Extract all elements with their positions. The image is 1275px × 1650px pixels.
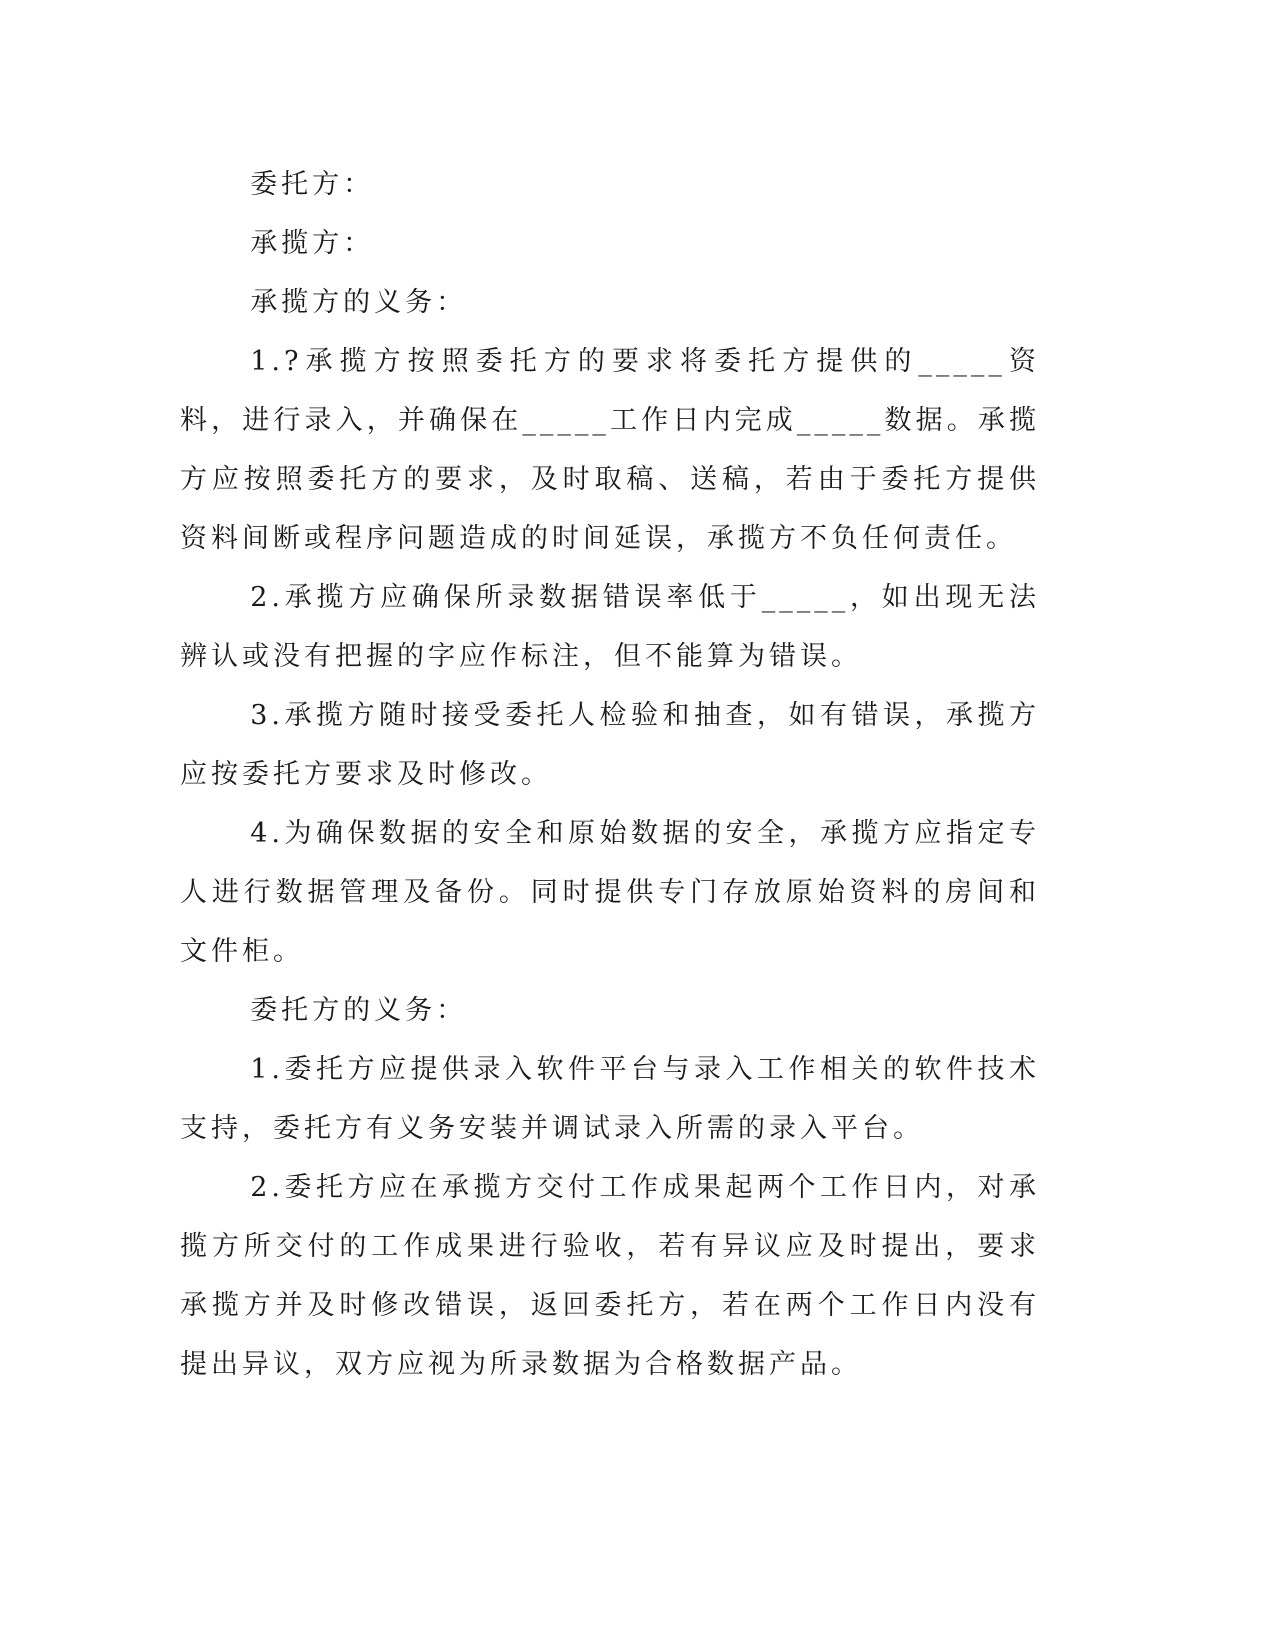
client-label: 委托方： [250, 169, 375, 200]
contractor-obligation-4: 4.为确保数据的安全和原始数据的安全，承揽方应指定专人进行数据管理及备份。同时提供专门存放原始资料的房间和文件柜。 [180, 818, 1040, 967]
contractor-obligation-1: 1.?承揽方按照委托方的要求将委托方提供的_____资料，进行录入，并确保在_____工作日内完成_____数据。承揽方应按照委托方的要求，及时取稿、送稿，若由于委托方提供资料间断或程序问题造成的时间延误，承揽方不负任何责任。 [180, 346, 1040, 554]
client-obligations-heading: 委托方的义务： [250, 995, 468, 1026]
client-obligation-1: 1.委托方应提供录入软件平台与录入工作相关的软件技术支持，委托方有义务安装并调试录入所需的录入平台。 [180, 1054, 1040, 1144]
client-obligation-2: 2.委托方应在承揽方交付工作成果起两个工作日内，对承揽方所交付的工作成果进行验收，若有异议应及时提出，要求承揽方并及时修改错误，返回委托方，若在两个工作日内没有提出异议，双方应视为所录数据为合格数据产品。 [180, 1172, 1040, 1380]
document-page [180, 155, 1040, 1394]
contractor-obligations-heading: 承揽方的义务： [250, 287, 468, 318]
contractor-label: 承揽方： [250, 228, 375, 259]
contractor-obligation-2: 2.承揽方应确保所录数据错误率低于_____，如出现无法辨认或没有把握的字应作标注，但不能算为错误。 [180, 582, 1040, 672]
contractor-obligation-3: 3.承揽方随时接受委托人检验和抽查，如有错误，承揽方应按委托方要求及时修改。 [180, 700, 1040, 790]
